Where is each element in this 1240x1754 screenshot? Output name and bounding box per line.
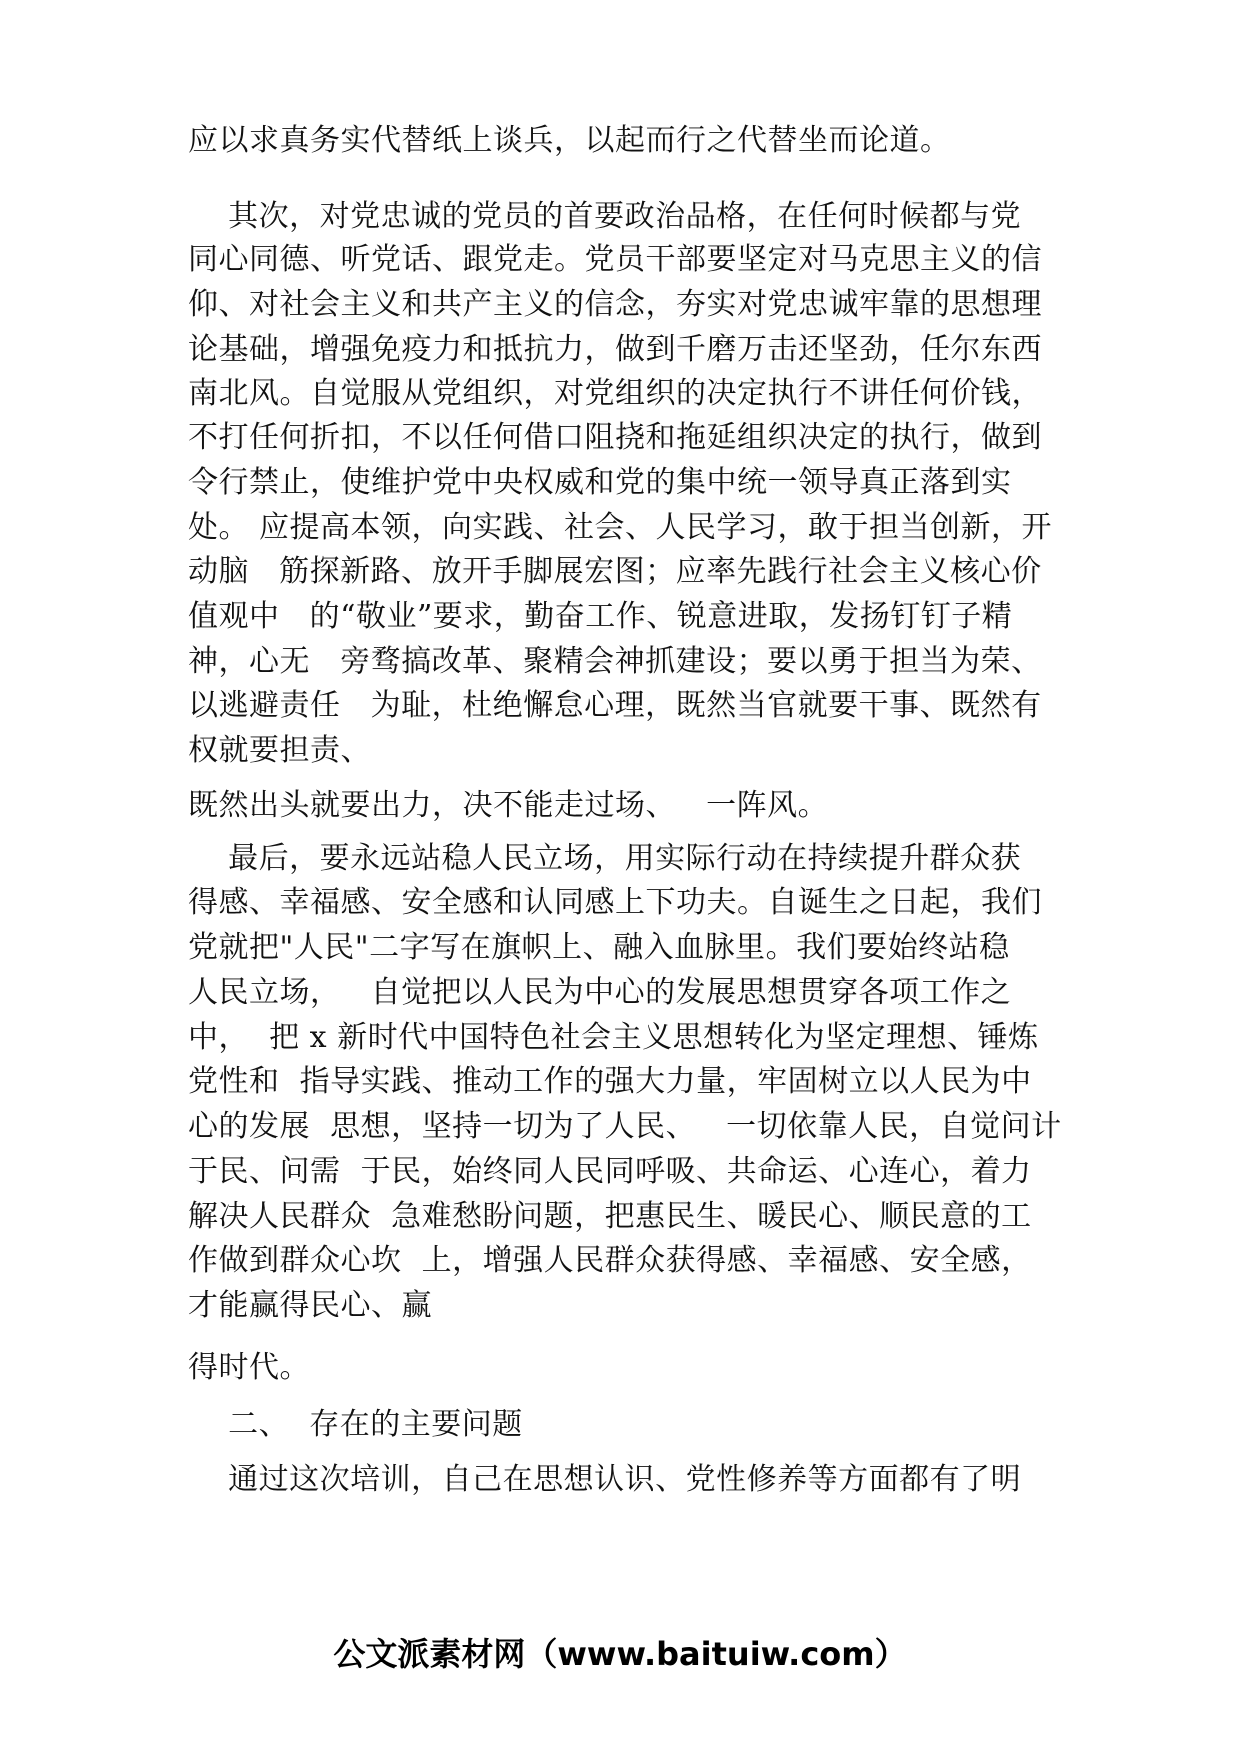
text-line: 值观中 的“敬业”要求，勤奋工作、锐意进取，发扬钉钉子精 bbox=[188, 599, 1013, 634]
text-line: 人民立场， 自觉把以人民为中心的发展思想贯穿各项工作之 bbox=[188, 975, 1012, 1010]
text-line: 得时代。 bbox=[188, 1350, 310, 1385]
text-line: 仰、对社会主义和共产主义的信念，夯实对党忠诚牢靠的思想理 bbox=[188, 287, 1042, 322]
text-line: 通过这次培训，自己在思想认识、党性修养等方面都有了明 bbox=[188, 1462, 1022, 1497]
text-line: 神，心无 旁骛搞改革、聚精会神抓建设；要以勇于担当为荣、 bbox=[188, 644, 1042, 679]
text-line: 才能赢得民心、赢 bbox=[188, 1288, 432, 1323]
text-line: 同心同德、听党话、跟党走。党员干部要坚定对马克思主义的信 bbox=[188, 242, 1042, 277]
text-line: 动脑 筋探新路、放开手脚展宏图；应率先践行社会主义核心价 bbox=[188, 554, 1042, 589]
text-line: 权就要担责、 bbox=[188, 733, 371, 768]
text-line: 其次，对党忠诚的党员的首要政治品格，在任何时候都与党 bbox=[188, 199, 1022, 234]
text-line: 解决人民群众 急难愁盼问题，把惠民生、暖民心、顺民意的工 bbox=[188, 1199, 1032, 1234]
text-line: 以逃避责任 为耻，杜绝懈怠心理，既然当官就要干事、既然有 bbox=[188, 688, 1042, 723]
text-line: 作做到群众心坎 上，增强人民群众获得感、幸福感、安全感， bbox=[188, 1243, 1032, 1278]
text-line: 应以求真务实代替纸上谈兵，以起而行之代替坐而论道。 bbox=[188, 123, 951, 158]
text-line: 中， 把 x 新时代中国特色社会主义思想转化为坚定理想、锤炼 bbox=[188, 1020, 1039, 1055]
text-line: 党性和 指导实践、推动工作的强大力量，牢固树立以人民为中 bbox=[188, 1064, 1032, 1099]
text-line: 既然出头就要出力，决不能走过场、 一阵风。 bbox=[188, 788, 829, 823]
text-line: 处。 应提高本领，向实践、社会、人民学习，敢于担当创新，开 bbox=[188, 510, 1053, 545]
text-line: 令行禁止，使维护党中央权威和党的集中统一领导真正落到实 bbox=[188, 465, 1012, 500]
text-line: 得感、幸福感、安全感和认同感上下功夫。自诞生之日起，我们 bbox=[188, 885, 1042, 920]
text-line: 心的发展 思想，坚持一切为了人民、 一切依靠人民，自觉问计 bbox=[188, 1109, 1062, 1144]
text-line: 最后，要永远站稳人民立场，用实际行动在持续提升群众获 bbox=[188, 841, 1022, 876]
footer-watermark: 公文派素材网（www.baituiw.com） bbox=[333, 1635, 907, 1673]
text-line: 不打任何折扣，不以任何借口阻挠和拖延组织决定的执行，做到 bbox=[188, 420, 1042, 455]
text-line: 论基础，增强免疫力和抵抗力，做到千磨万击还坚劲，任尔东西 bbox=[188, 332, 1042, 367]
text-line: 于民、问需 于民，始终同人民同呼吸、共命运、心连心，着力 bbox=[188, 1154, 1032, 1189]
text-line: 党就把"人民"二字写在旗帜上、融入血脉里。我们要始终站稳 bbox=[188, 930, 1010, 965]
text-line: 二、 存在的主要问题 bbox=[188, 1407, 523, 1442]
text-line: 南北风。自觉服从党组织，对党组织的决定执行不讲任何价钱， bbox=[188, 376, 1042, 411]
